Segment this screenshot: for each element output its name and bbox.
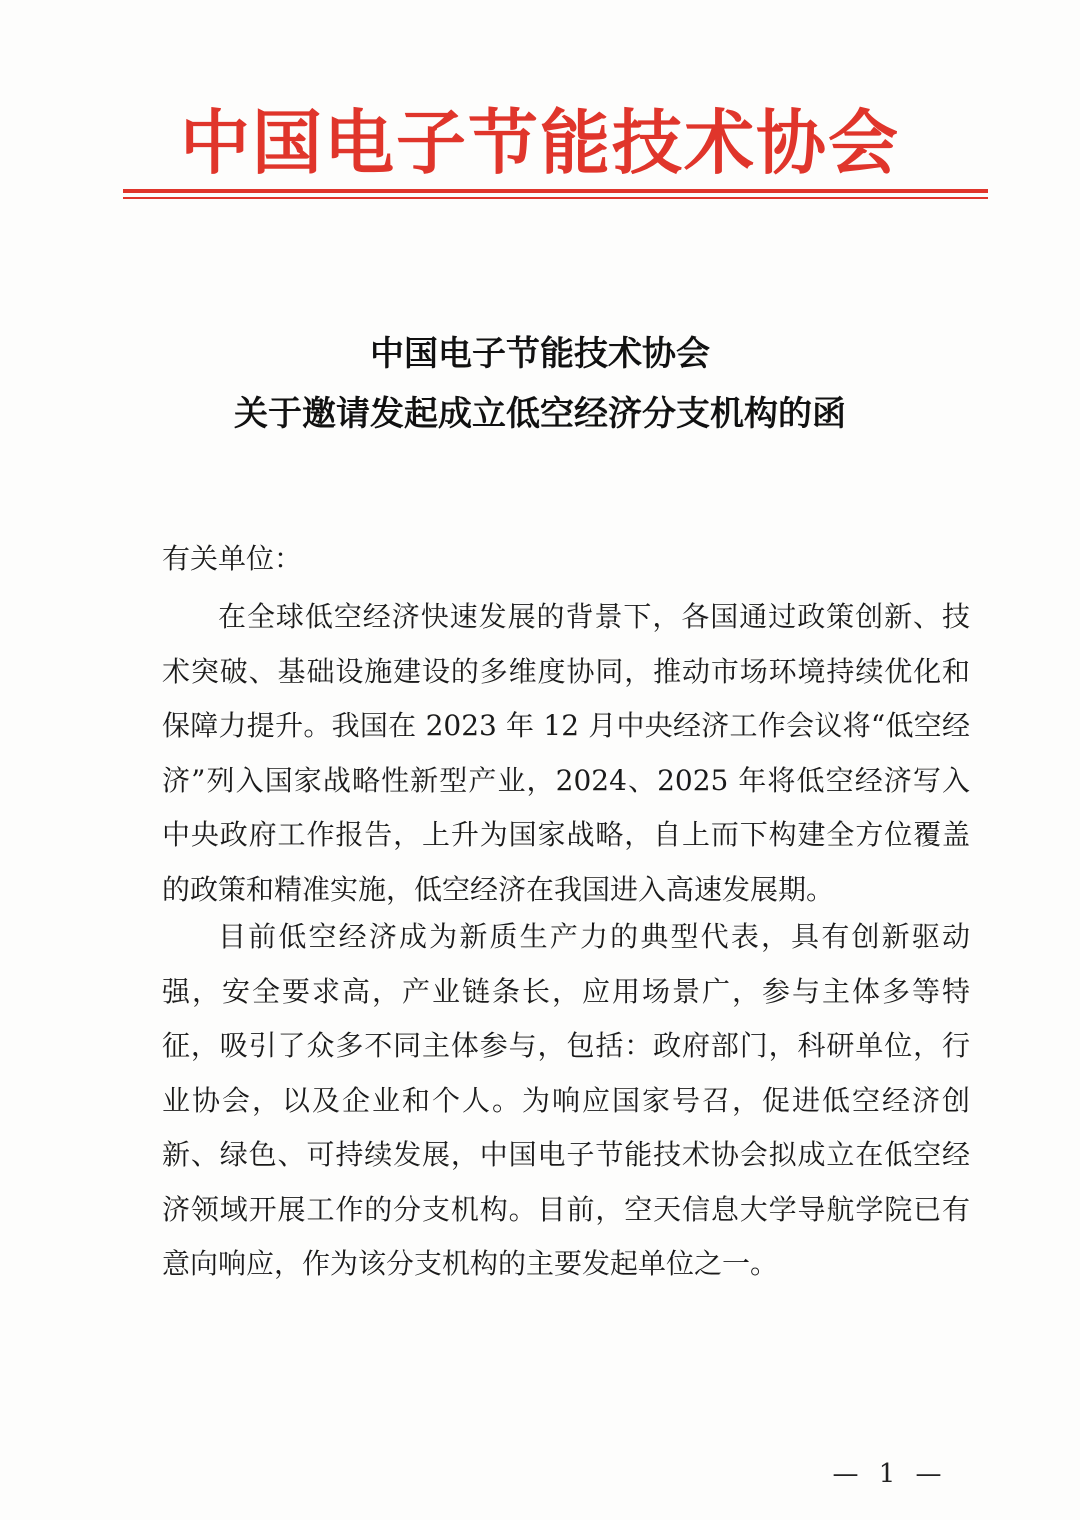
letterhead-org-name: 中国电子节能技术协会 <box>180 101 900 184</box>
document-title-line-1: 中国电子节能技术协会 <box>370 334 710 374</box>
body-paragraph-1: 在全球低空经济快速发展的背景下，各国通过政策创新、技术突破、基础设施建设的多维度协同，推动市场环境持续优化和保障力提升。我国在 2023 年 12 月中央经济工作会议将“低空经济”列入国家战略性新型产业，2024、2025 年将低空经济写入中央政府工作报告，上升为国家战略，自上而下构建全方位覆盖的政策和精准实施，低空经济在我国进入高速发展期。 <box>162 600 970 906</box>
letterhead-red-rule-thin <box>123 197 988 199</box>
letterhead-red-rule-thick <box>123 189 988 193</box>
document-title-line-2: 关于邀请发起成立低空经济分支机构的函 <box>234 394 846 434</box>
salutation: 有关单位： <box>162 542 303 575</box>
page-number: — 1 — <box>832 1459 948 1489</box>
body-paragraph-2: 目前低空经济成为新质生产力的典型代表，具有创新驱动强，安全要求高，产业链条长，应用场景广，参与主体多等特征，吸引了众多不同主体参与，包括：政府部门，科研单位，行业协会，以及企业和个人。为响应国家号召，促进低空经济创新、绿色、可持续发展，中国电子节能技术协会拟成立在低空经济领域开展工作的分支机构。目前，空天信息大学导航学院已有意向响应，作为该分支机构的主要发起单位之一。 <box>162 920 970 1280</box>
